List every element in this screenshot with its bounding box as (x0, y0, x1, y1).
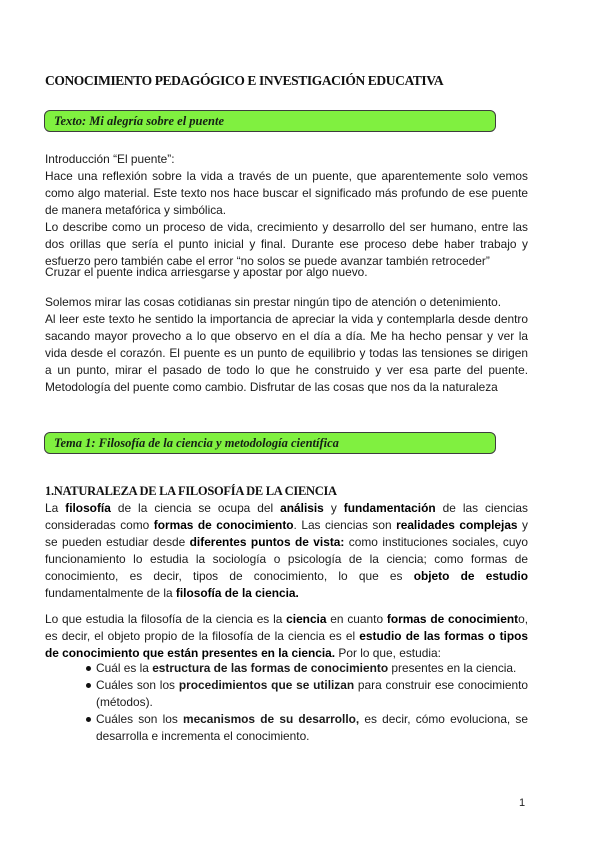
topic-banner-label: Tema 1: Filosofía de la ciencia y metodología científica (54, 436, 339, 450)
text-banner (44, 110, 496, 132)
intro-line-solemos: Solemos mirar las cosas cotidianas sin prestar ningún tipo de atención o detenimiento. (45, 295, 502, 309)
intro-paragraph-1: Hace una reflexión sobre la vida a través de un puente, que aparentemente solo vemos como algo material. Este texto nos hace buscar el significado más profundo de ese puente de manera metafórica y simbólica. (45, 169, 528, 217)
list-item: Cuáles son los mecanismos de su desarrollo, es decir, cómo evoluciona, se desarrolla e incrementa el conocimiento. (45, 711, 528, 745)
bullet-list (45, 660, 528, 745)
bullet-icon (86, 717, 91, 722)
list-item: Cuál es la estructura de las formas de conocimiento presentes en la ciencia. (45, 660, 528, 677)
intro-paragraph-3: Al leer este texto he sentido la importancia de apreciar la vida y contemplarla desde dentro sacando mayor provecho a lo que observo en el día a día. Me ha hecho pensar y ver la vida desde el corazón. El puente es un punto de equilibrio y todas las tensiones se dirigen a un punto, mirar el pasado de todo lo que he construido y ver esa parte del puente. Metodología del puente como cambio. Disfrutar de las cosas que nos da la naturaleza (45, 312, 528, 394)
text-banner-label: Texto: Mi alegría sobre el puente (54, 114, 225, 128)
list-item: Cuáles son los procedimientos que se utilizan para construir ese conocimiento (métodos). (45, 677, 528, 711)
intro-line-cruzar: Cruzar el puente indica arriesgarse y apostar por algo nuevo. (45, 265, 368, 279)
bullet-icon (86, 666, 91, 671)
section-heading: 1.NATURALEZA DE LA FILOSOFÍA DE LA CIENCIA (45, 484, 337, 498)
intro-heading: Introducción “El puente”: (45, 152, 175, 166)
document-title: CONOCIMIENTO PEDAGÓGICO E INVESTIGACIÓN EDUCATIVA (45, 73, 444, 88)
page-number: 1 (519, 797, 526, 809)
intro-paragraph-2: Lo describe como un proceso de vida, crecimiento y desarrollo del ser humano, entre las dos orillas que sería el punto inicial y final. Durante ese proceso debe haber trabajo y esfuerzo pero también cabe el error “no solos se puede avanzar también retroceder” (45, 220, 528, 268)
topic-banner (44, 432, 496, 454)
paragraph-naturaleza: La filosofía de la ciencia se ocupa del análisis y fundamentación de las ciencias consideradas como formas de conocimiento. Las ciencias son realidades complejas y se pueden estudiar desde diferentes puntos de vista: como instituciones sociales, cuyo funcionamiento lo estudia la sociología o psicología de la ciencia; como formas de conocimiento, es decir, tipos de conocimiento, lo que es objeto de estudio fundamentalmente de la filosofía de la ciencia. (45, 501, 528, 600)
bullet-icon (86, 683, 91, 688)
paragraph-objeto: Lo que estudia la filosofía de la ciencia es la ciencia en cuanto formas de conocimiento, es decir, el objeto propio de la filosofía de la ciencia es el estudio de las formas o tipos de conocimiento que están presentes en la ciencia. Por lo que, estudia: (45, 612, 528, 660)
